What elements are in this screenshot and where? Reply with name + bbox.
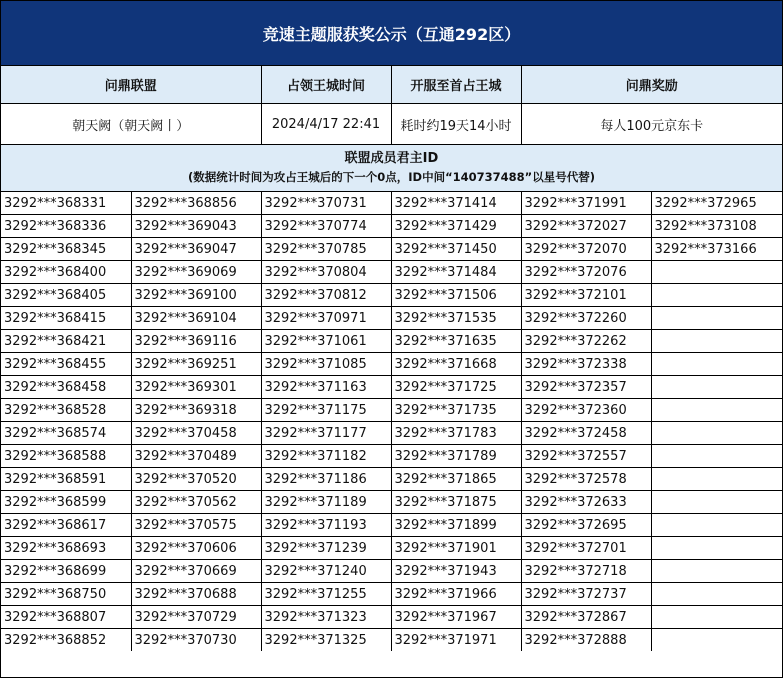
- table-row: [1, 560, 782, 583]
- member-id-cell: [651, 560, 782, 583]
- member-id-cell: 3292***370731: [261, 192, 391, 215]
- member-id-cell: 3292***368528: [1, 399, 131, 422]
- table-row: [1, 353, 782, 376]
- member-id-cell: 3292***370669: [131, 560, 261, 583]
- member-id-cell: 3292***371535: [391, 307, 521, 330]
- member-id-cell: 3292***368699: [1, 560, 131, 583]
- member-id-cell: 3292***368400: [1, 261, 131, 284]
- member-id-cell: 3292***371255: [261, 583, 391, 606]
- member-id-cell: 3292***371875: [391, 491, 521, 514]
- member-id-cell: 3292***371506: [391, 284, 521, 307]
- award-info-table: [1, 66, 782, 192]
- page-title: 竞速主题服获奖公示（互通292区）: [1, 1, 782, 66]
- table-row: [1, 583, 782, 606]
- member-id-cell: 3292***371901: [391, 537, 521, 560]
- member-id-cell: 3292***371966: [391, 583, 521, 606]
- member-id-cell: 3292***372737: [521, 583, 651, 606]
- member-id-cell: 3292***368345: [1, 238, 131, 261]
- reward-value: 每人100元京东卡: [521, 104, 782, 145]
- section-title: 联盟成员君主ID: [344, 151, 439, 166]
- member-id-cell: 3292***372338: [521, 353, 651, 376]
- member-id-cell: 3292***372070: [521, 238, 651, 261]
- member-id-cell: 3292***370575: [131, 514, 261, 537]
- member-id-cell: 3292***368617: [1, 514, 131, 537]
- header-reward: 问鼎奖励: [521, 66, 782, 104]
- member-id-cell: 3292***371177: [261, 422, 391, 445]
- member-id-cell: 3292***368405: [1, 284, 131, 307]
- table-row: [1, 491, 782, 514]
- member-id-cell: 3292***372965: [651, 192, 782, 215]
- member-id-cell: [651, 468, 782, 491]
- member-id-cell: 3292***368807: [1, 606, 131, 629]
- table-row: [1, 445, 782, 468]
- member-id-cell: 3292***372633: [521, 491, 651, 514]
- member-id-cell: 3292***371668: [391, 353, 521, 376]
- member-id-cell: 3292***371325: [261, 629, 391, 652]
- member-id-cell: [651, 583, 782, 606]
- member-id-cell: 3292***369116: [131, 330, 261, 353]
- table-row: [1, 192, 782, 215]
- member-id-cell: 3292***368574: [1, 422, 131, 445]
- member-id-cell: 3292***368591: [1, 468, 131, 491]
- member-id-cell: 3292***371414: [391, 192, 521, 215]
- member-id-cell: 3292***370729: [131, 606, 261, 629]
- member-id-cell: 3292***371635: [391, 330, 521, 353]
- header-duration: 开服至首占王城: [391, 66, 521, 104]
- header-alliance: 问鼎联盟: [1, 66, 261, 104]
- member-id-cell: 3292***372360: [521, 399, 651, 422]
- member-id-cell: 3292***371735: [391, 399, 521, 422]
- member-id-cell: 3292***369100: [131, 284, 261, 307]
- member-id-cell: 3292***372888: [521, 629, 651, 652]
- member-id-cell: 3292***368750: [1, 583, 131, 606]
- member-id-cell: 3292***368852: [1, 629, 131, 652]
- member-id-cell: 3292***370458: [131, 422, 261, 445]
- member-id-cell: 3292***368458: [1, 376, 131, 399]
- member-id-cell: 3292***369043: [131, 215, 261, 238]
- section-note: (数据统计时间为攻占王城后的下一个0点，ID中间“140737488”以星号代替): [188, 170, 595, 184]
- member-id-cell: 3292***369301: [131, 376, 261, 399]
- header-capture-time: 占领王城时间: [261, 66, 391, 104]
- member-id-cell: 3292***371085: [261, 353, 391, 376]
- member-id-cell: [651, 606, 782, 629]
- section-header: [1, 145, 782, 192]
- member-id-cell: 3292***371991: [521, 192, 651, 215]
- member-id-cell: 3292***371484: [391, 261, 521, 284]
- member-id-cell: 3292***369251: [131, 353, 261, 376]
- member-id-cell: 3292***372701: [521, 537, 651, 560]
- member-id-cell: 3292***370606: [131, 537, 261, 560]
- table-row: [1, 238, 782, 261]
- header-row: [1, 66, 782, 104]
- member-id-cell: 3292***373166: [651, 238, 782, 261]
- member-id-cell: 3292***372260: [521, 307, 651, 330]
- member-id-cell: 3292***368856: [131, 192, 261, 215]
- member-id-cell: 3292***368336: [1, 215, 131, 238]
- member-id-cell: 3292***368455: [1, 353, 131, 376]
- member-id-cell: 3292***370804: [261, 261, 391, 284]
- member-id-cell: 3292***370785: [261, 238, 391, 261]
- member-id-cell: 3292***372076: [521, 261, 651, 284]
- member-id-cell: 3292***372262: [521, 330, 651, 353]
- member-id-cell: 3292***368331: [1, 192, 131, 215]
- member-id-cell: 3292***371061: [261, 330, 391, 353]
- member-id-cell: 3292***370730: [131, 629, 261, 652]
- member-id-cell: [651, 537, 782, 560]
- table-row: [1, 422, 782, 445]
- member-id-cell: 3292***372027: [521, 215, 651, 238]
- member-id-cell: 3292***371193: [261, 514, 391, 537]
- member-id-cell: [651, 353, 782, 376]
- member-id-cell: [651, 422, 782, 445]
- member-id-cell: 3292***369318: [131, 399, 261, 422]
- member-id-cell: 3292***370562: [131, 491, 261, 514]
- member-id-cell: 3292***372458: [521, 422, 651, 445]
- table-row: [1, 468, 782, 491]
- member-id-cell: 3292***371186: [261, 468, 391, 491]
- table-row: [1, 307, 782, 330]
- member-id-cell: 3292***371239: [261, 537, 391, 560]
- member-id-cell: [651, 514, 782, 537]
- member-id-cell: 3292***371971: [391, 629, 521, 652]
- member-id-cell: 3292***368415: [1, 307, 131, 330]
- member-id-cell: 3292***370812: [261, 284, 391, 307]
- member-id-cell: [651, 445, 782, 468]
- member-id-cell: [651, 284, 782, 307]
- member-id-cell: 3292***369104: [131, 307, 261, 330]
- member-id-cell: 3292***371323: [261, 606, 391, 629]
- capture-time: 2024/4/17 22:41: [261, 104, 391, 145]
- table-row: [1, 537, 782, 560]
- member-id-cell: [651, 307, 782, 330]
- member-id-cell: 3292***369069: [131, 261, 261, 284]
- member-id-cell: 3292***368588: [1, 445, 131, 468]
- member-id-cell: [651, 376, 782, 399]
- capture-duration: 耗时约19天14小时: [391, 104, 521, 145]
- member-id-cell: 3292***372867: [521, 606, 651, 629]
- member-id-cell: 3292***371899: [391, 514, 521, 537]
- member-id-cell: 3292***371789: [391, 445, 521, 468]
- table-row: [1, 376, 782, 399]
- member-id-cell: 3292***371175: [261, 399, 391, 422]
- member-id-cell: 3292***368421: [1, 330, 131, 353]
- member-id-cell: 3292***371429: [391, 215, 521, 238]
- member-id-cell: 3292***370520: [131, 468, 261, 491]
- member-id-cell: 3292***372101: [521, 284, 651, 307]
- alliance-name: 朝天阙（朝天阙丨）: [1, 104, 261, 145]
- member-id-table: [1, 192, 782, 651]
- member-id-cell: [651, 491, 782, 514]
- member-id-cell: [651, 399, 782, 422]
- member-id-cell: 3292***369047: [131, 238, 261, 261]
- member-id-cell: 3292***371189: [261, 491, 391, 514]
- table-row: [1, 215, 782, 238]
- member-id-cell: [651, 629, 782, 652]
- member-id-cell: 3292***371450: [391, 238, 521, 261]
- member-id-cell: [651, 261, 782, 284]
- table-row: [1, 284, 782, 307]
- member-id-cell: 3292***370774: [261, 215, 391, 238]
- member-id-cell: 3292***371865: [391, 468, 521, 491]
- table-row: [1, 330, 782, 353]
- member-id-cell: 3292***372557: [521, 445, 651, 468]
- member-id-cell: 3292***372578: [521, 468, 651, 491]
- table-row: [1, 606, 782, 629]
- member-id-cell: 3292***372718: [521, 560, 651, 583]
- member-id-cell: 3292***372695: [521, 514, 651, 537]
- member-id-cell: 3292***371783: [391, 422, 521, 445]
- member-id-cell: [651, 330, 782, 353]
- member-id-cell: 3292***370688: [131, 583, 261, 606]
- member-id-cell: 3292***373108: [651, 215, 782, 238]
- table-row: [1, 629, 782, 652]
- member-id-cell: 3292***368599: [1, 491, 131, 514]
- section-header-row: [1, 145, 782, 192]
- info-row: [1, 104, 782, 145]
- member-id-cell: 3292***371163: [261, 376, 391, 399]
- table-row: [1, 261, 782, 284]
- member-id-cell: 3292***372357: [521, 376, 651, 399]
- table-row: [1, 399, 782, 422]
- member-id-cell: 3292***368693: [1, 537, 131, 560]
- member-id-cell: 3292***371967: [391, 606, 521, 629]
- table-row: [1, 514, 782, 537]
- member-id-cell: 3292***371943: [391, 560, 521, 583]
- member-id-cell: 3292***371240: [261, 560, 391, 583]
- member-id-cell: 3292***370971: [261, 307, 391, 330]
- member-id-cell: 3292***370489: [131, 445, 261, 468]
- member-id-cell: 3292***371725: [391, 376, 521, 399]
- member-id-cell: 3292***371182: [261, 445, 391, 468]
